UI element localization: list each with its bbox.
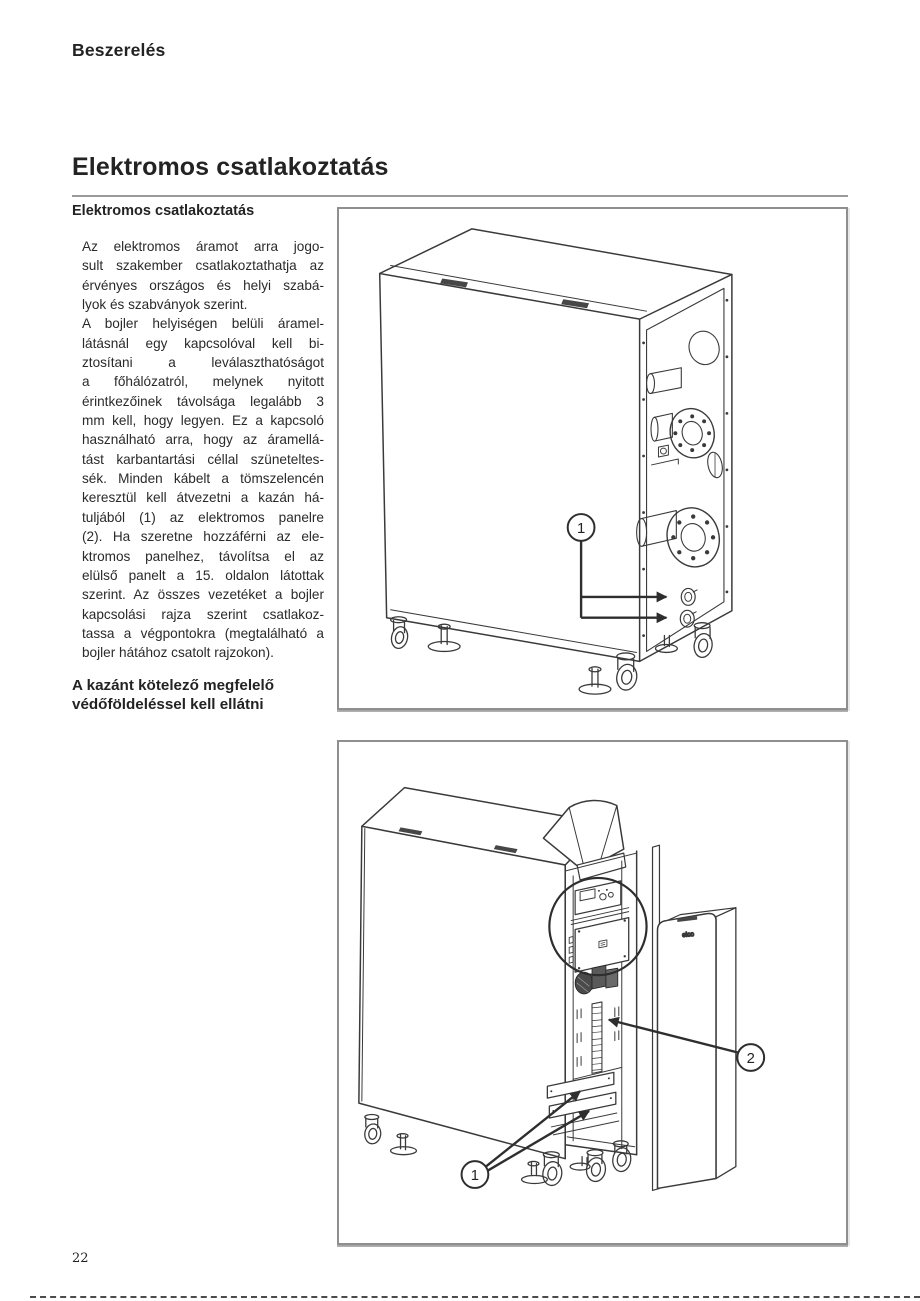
paragraph-2: [82, 314, 324, 662]
text-line: tuljából (1) az elektromos panelre: [82, 509, 324, 525]
left-panel: [359, 826, 565, 1158]
callout-2-label: 2: [746, 1050, 755, 1067]
text-line: Az elektromos áramot arra jogo-: [82, 239, 324, 254]
text-line: érvényes országos és helyi szabá-: [82, 277, 324, 293]
text-line: tassa a végpontokra (megtalálható a: [82, 625, 324, 641]
page-title: Elektromos csatlakoztatás: [72, 153, 389, 181]
callout-1-label: 1: [576, 520, 586, 537]
text-line: használható arra, hogy az áramellá-: [82, 432, 324, 448]
grounding-note: [72, 676, 324, 715]
figure-2-drawing: [339, 742, 846, 1243]
paragraph-1: [82, 237, 324, 314]
text-line: ktromos panelhez, távolítsa el az: [82, 548, 324, 564]
text-line: ztosítani a leválaszthatóságot: [82, 355, 324, 371]
control-panel: [571, 881, 629, 925]
text-column: [72, 203, 324, 715]
section-header: Beszerelés: [72, 40, 166, 60]
text-line: látásnál egy kapcsolóval kell bi-: [82, 335, 324, 351]
text-line: elülső panelt a 15. oldalon látottak: [82, 567, 324, 583]
boiler-rear-view: [380, 229, 732, 694]
text-line: tást karbantartási céllal szüneteltes-: [82, 451, 324, 467]
text-line: védőföldeléssel kell ellátni: [72, 696, 264, 714]
text-line: szerint. Az összes vezetéket a bojler: [82, 587, 324, 603]
text-line: kapcsolási rajza szerint csatlakoz-: [82, 606, 324, 622]
figure-2-frame: [337, 740, 848, 1245]
page-number: 22: [72, 1251, 89, 1266]
title-rule: [72, 195, 848, 197]
text-line: sék. Minden kábelt a tömszelencén: [82, 471, 324, 487]
text-line: sult szakember csatlakoztathatja az: [82, 258, 324, 274]
scan-edge-artifact: [30, 1296, 920, 1298]
text-line: keresztül kell átvezetni a kazán há-: [82, 490, 324, 506]
door-brand-label: elco: [681, 930, 695, 939]
text-line: A kazánt kötelező megfelelő: [72, 676, 274, 694]
text-line: A bojler helyiségen belüli áramel-: [82, 316, 324, 332]
boiler-open-rear-view: [359, 788, 736, 1191]
figure-1-frame: [337, 207, 848, 710]
figure-1-drawing: [339, 209, 846, 708]
text-line: mm kell, hogy legyen. Ez a kapcsoló: [82, 413, 324, 429]
text-line: érintkezőinek távolsága legalább 3: [82, 393, 324, 409]
callout-1-label: 1: [470, 1168, 480, 1185]
text-line: a főhálózatról, melynek nyitott: [82, 374, 324, 390]
text-line: bojler hátához csatolt rajzokon).: [82, 645, 274, 661]
electrical-panel: [569, 918, 629, 973]
terminal-strip: [577, 1002, 619, 1073]
text-line: (2). Ha szeretne hozzáférni az ele-: [82, 529, 324, 545]
text-line: lyok és szabványok szerint.: [82, 297, 248, 313]
subheading: Elektromos csatlakoztatás: [72, 203, 255, 219]
